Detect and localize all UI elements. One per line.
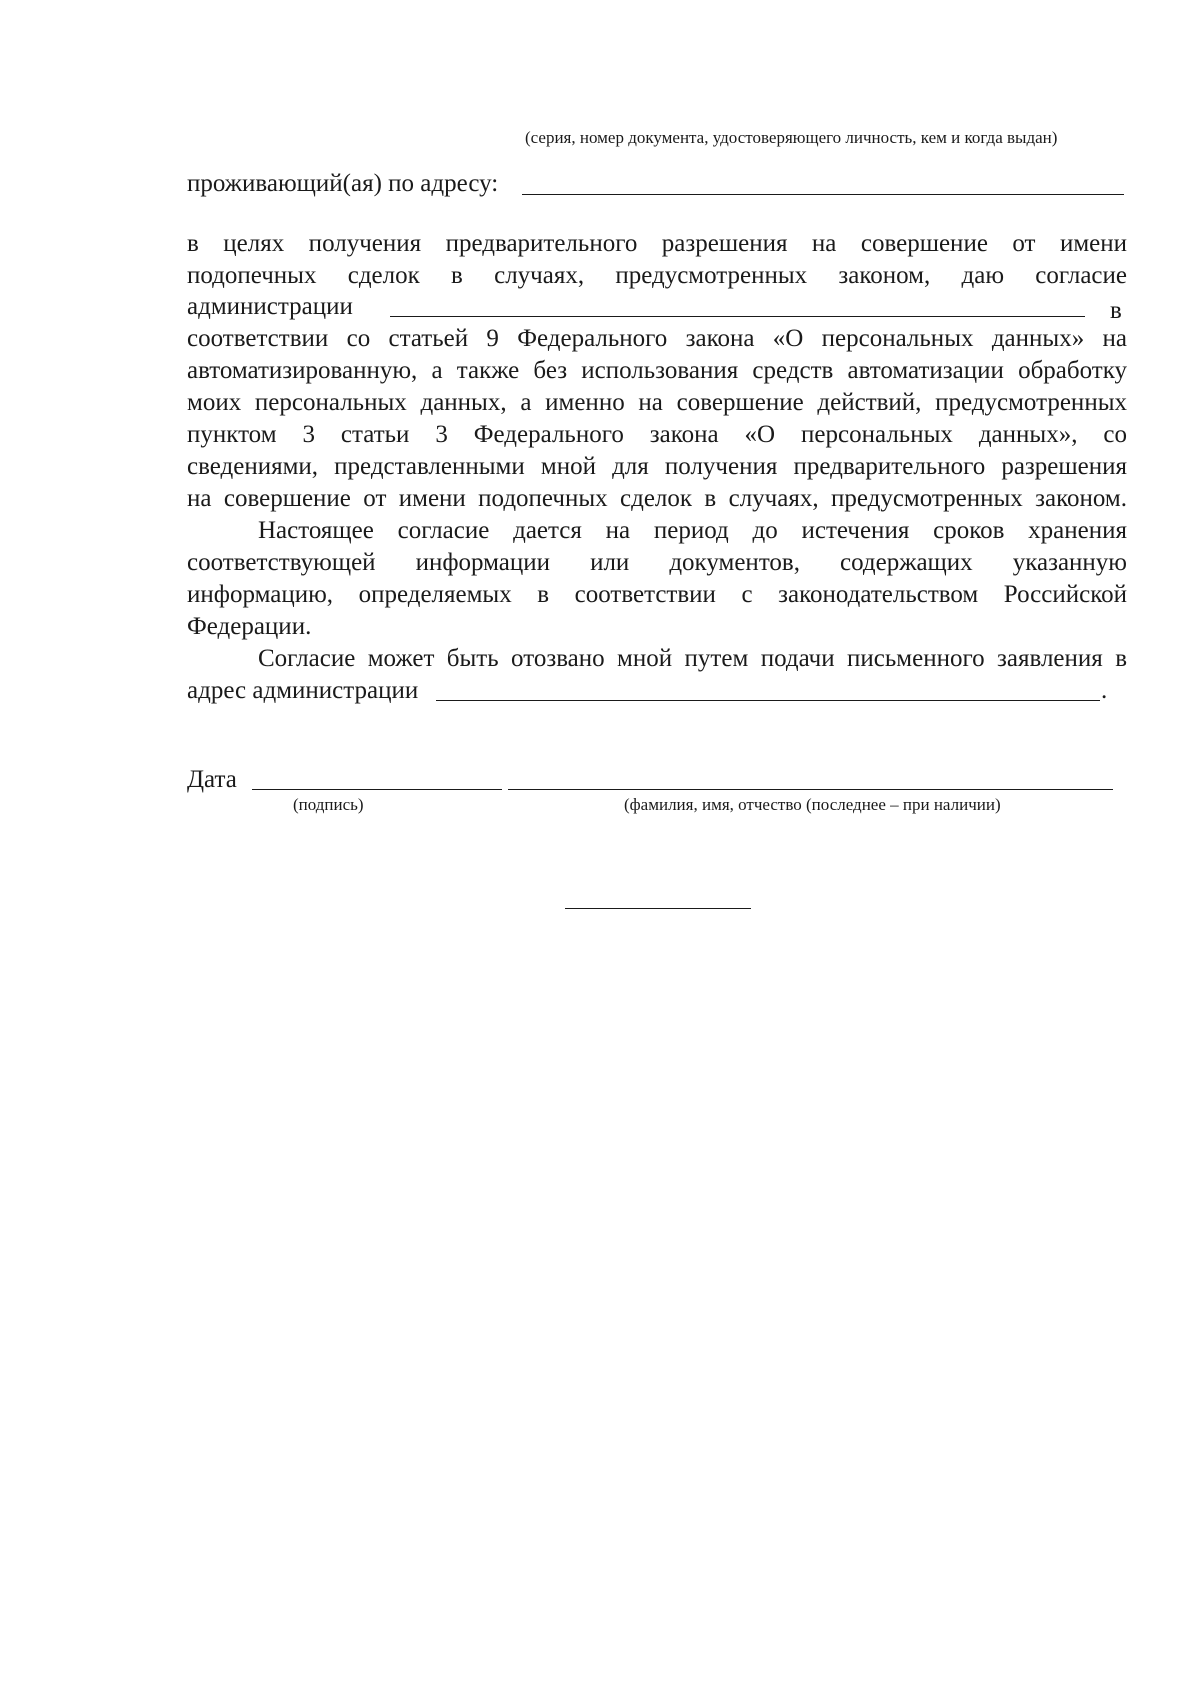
fio-caption: (фамилия, имя, отчество (последнее – при наличии) [624, 795, 1001, 814]
consent-line-7: пунктом 3 статьи 3 Федерального закона «О персональных данных», со [187, 421, 1127, 448]
date-label: Дата [187, 766, 237, 793]
consent-line-9: на совершение от имени подопечных сделок в случаях, предусмотренных законом. [187, 485, 1127, 512]
revoke-address-label: адрес администрации [187, 677, 419, 704]
consent-line-1: в целях получения предварительного разрешения на совершение от имени [187, 230, 1127, 257]
revoke-line-1: Согласие может быть отозвано мной путем подачи письменного заявления в [258, 645, 1127, 672]
administration-field-line[interactable] [390, 316, 1085, 317]
consent-v-word: в [1110, 297, 1122, 324]
administration-label: администрации [187, 293, 353, 320]
consent-line-8: сведениями, представленными мной для получения предварительного разрешения [187, 453, 1127, 480]
closing-separator [565, 908, 751, 909]
period-line-1: Настоящее согласие дается на период до истечения сроков хранения [258, 517, 1127, 544]
address-label: проживающий(ая) по адресу: [187, 170, 499, 197]
revoke-address-field-line[interactable] [436, 700, 1100, 701]
signature-field-line[interactable] [252, 789, 502, 790]
signature-caption: (подпись) [293, 795, 364, 814]
address-field-line[interactable] [522, 194, 1124, 195]
fio-field-line[interactable] [508, 789, 1113, 790]
revoke-period: . [1101, 677, 1108, 704]
period-line-3: информацию, определяемых в соответствии с законодательством Российской [187, 581, 1127, 608]
consent-line-4: соответствии со статьей 9 Федерального закона «О персональных данных» на [187, 325, 1127, 352]
id-document-caption: (серия, номер документа, удостоверяющего личность, кем и когда выдан) [525, 128, 1058, 147]
period-line-4: Федерации. [187, 613, 312, 640]
consent-line-2: подопечных сделок в случаях, предусмотренных законом, даю согласие [187, 262, 1127, 289]
period-line-2: соответствующей информации или документов, содержащих указанную [187, 549, 1127, 576]
consent-line-5: автоматизированную, а также без использования средств автоматизации обработку [187, 357, 1127, 384]
consent-line-6: моих персональных данных, а именно на совершение действий, предусмотренных [187, 389, 1127, 416]
